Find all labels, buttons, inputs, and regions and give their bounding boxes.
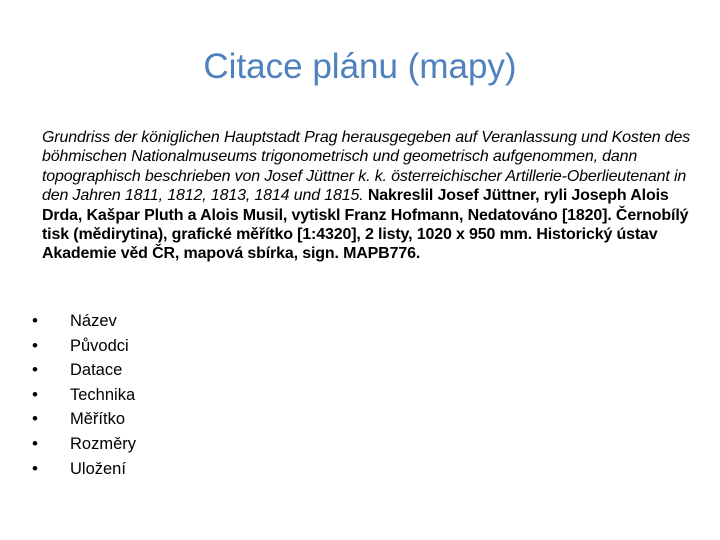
bullet-icon: • [32, 458, 38, 478]
list-item-label: Rozměry [70, 434, 137, 453]
bullet-icon: • [32, 433, 38, 453]
list-item [28, 457, 136, 482]
bullet-icon: • [32, 335, 38, 355]
list-item [28, 432, 136, 457]
list-item [28, 334, 136, 359]
list-item-label: Název [70, 312, 117, 330]
list-item-label: Datace [70, 361, 123, 380]
list-item [28, 309, 136, 334]
bullet-icon: • [32, 409, 38, 429]
list-item [28, 383, 136, 408]
citation-bold-details: Nakreslil Josef Jüttner, ryli Joseph Alois Drda, Kašpar Pluth a Alois Musil, vytiskl Franz Hofmann, Nedatováno [1820]. Černobílý tisk (mědirytina), grafické měřítko [1:4320], 2 listy, 1020 x 950 mm. Historický ústav Akademie věd ČR, mapová sbírka, sign. MAPB776. [42, 187, 689, 263]
list-item [28, 407, 136, 432]
list-item [28, 358, 136, 383]
bullet-icon: • [32, 311, 38, 330]
bullet-icon: • [32, 360, 38, 380]
slide-title: Citace plánu (mapy) [203, 47, 517, 86]
bullet-icon: • [32, 384, 38, 404]
list-item-label: Původci [70, 336, 129, 355]
citation-paragraph [42, 128, 702, 264]
list-item-label: Technika [70, 385, 136, 404]
citation-italic-title: Grundriss der königlichen Hauptstadt Prag herausgegeben auf Veranlassung und Kosten des böhmischen Nationalmuseums trigonometrisch und geometrisch aufgenommen, dann topographisch beschrieben von Josef Jüttner k. k. österreichischer Artillerie-Oberlieutenant in den Jahren 1811, 1812, 1813, 1814 und 1815. [42, 129, 691, 205]
list-item-label: Uložení [70, 459, 126, 478]
list-item-label: Měřítko [70, 410, 126, 429]
bullet-list [28, 309, 136, 481]
